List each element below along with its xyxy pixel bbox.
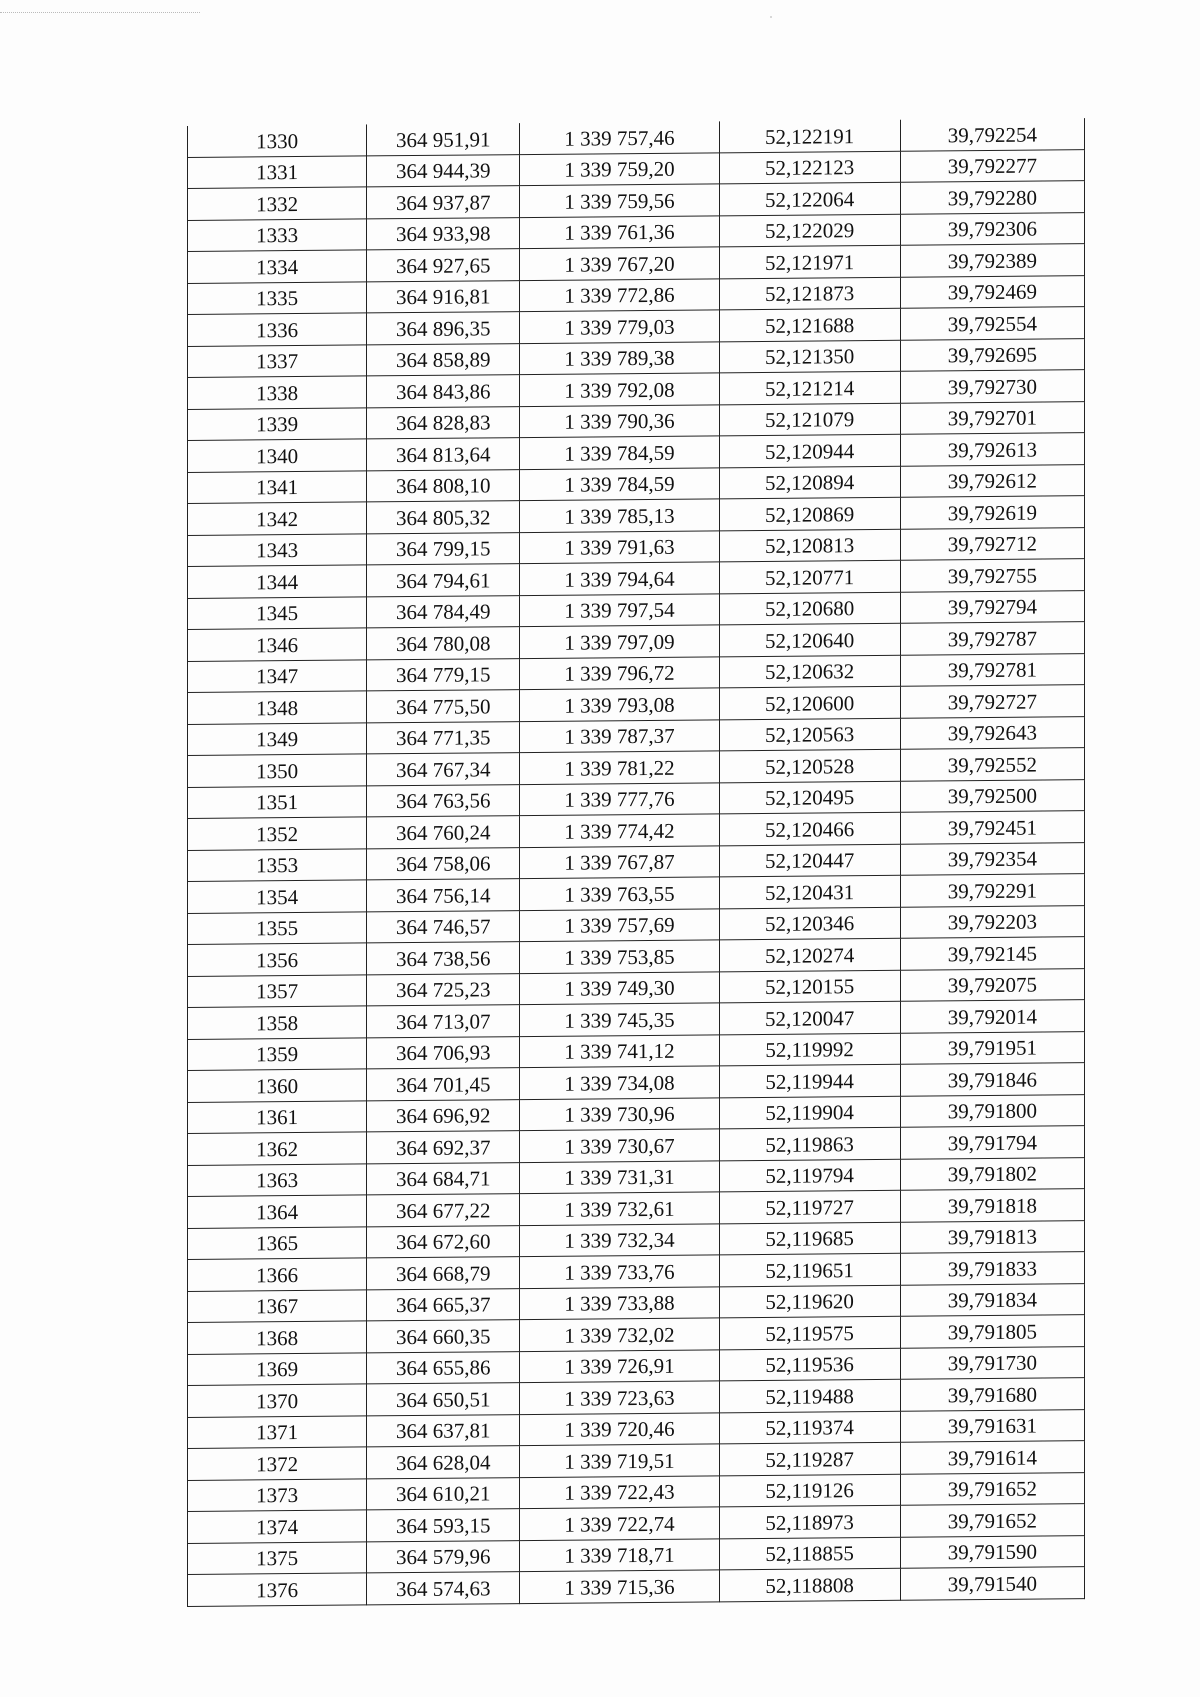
point-number-cell: 1366 <box>188 1258 367 1291</box>
x-coordinate-cell: 364 725,23 <box>367 973 520 1006</box>
longitude-cell: 39,792613 <box>900 433 1084 466</box>
point-number-cell: 1346 <box>188 628 367 661</box>
latitude-cell: 52,119374 <box>719 1411 900 1444</box>
point-number-cell: 1350 <box>188 754 367 787</box>
longitude-cell: 39,791846 <box>900 1063 1084 1096</box>
longitude-cell: 39,792451 <box>900 811 1084 844</box>
y-coordinate-cell: 1 339 722,74 <box>520 1507 719 1540</box>
longitude-cell: 39,792280 <box>900 181 1084 214</box>
y-coordinate-cell: 1 339 793,08 <box>520 688 719 721</box>
point-number-cell: 1356 <box>188 943 367 976</box>
x-coordinate-cell: 364 701,45 <box>367 1068 520 1101</box>
point-number-cell: 1363 <box>188 1163 367 1196</box>
x-coordinate-cell: 364 655,86 <box>367 1351 520 1384</box>
longitude-cell: 39,791813 <box>900 1220 1084 1253</box>
longitude-cell: 39,791680 <box>900 1378 1084 1411</box>
y-coordinate-cell: 1 339 774,42 <box>520 814 719 847</box>
latitude-cell: 52,120431 <box>719 875 900 908</box>
longitude-cell: 39,792619 <box>900 496 1084 529</box>
latitude-cell: 52,120047 <box>719 1001 900 1034</box>
latitude-cell: 52,120466 <box>719 812 900 845</box>
y-coordinate-cell: 1 339 731,31 <box>520 1160 719 1193</box>
y-coordinate-cell: 1 339 777,76 <box>520 782 719 815</box>
point-number-cell: 1347 <box>188 659 367 692</box>
y-coordinate-cell: 1 339 794,64 <box>520 562 719 595</box>
y-coordinate-cell: 1 339 734,08 <box>520 1066 719 1099</box>
point-number-cell: 1373 <box>188 1478 367 1511</box>
longitude-cell: 39,791614 <box>900 1441 1084 1474</box>
point-number-cell: 1334 <box>188 250 367 283</box>
longitude-cell: 39,792075 <box>900 968 1084 1001</box>
y-coordinate-cell: 1 339 749,30 <box>520 971 719 1004</box>
latitude-cell: 52,119794 <box>719 1159 900 1192</box>
longitude-cell: 39,792291 <box>900 874 1084 907</box>
point-number-cell: 1375 <box>188 1541 367 1574</box>
x-coordinate-cell: 364 828,83 <box>367 406 520 439</box>
point-number-cell: 1343 <box>188 533 367 566</box>
point-number-cell: 1368 <box>188 1321 367 1354</box>
point-number-cell: 1349 <box>188 722 367 755</box>
y-coordinate-cell: 1 339 753,85 <box>520 940 719 973</box>
latitude-cell: 52,122191 <box>719 120 900 153</box>
point-number-cell: 1364 <box>188 1195 367 1228</box>
coordinates-table-body <box>188 118 1085 1606</box>
x-coordinate-cell: 364 775,50 <box>367 690 520 723</box>
point-number-cell: 1353 <box>188 848 367 881</box>
point-number-cell: 1337 <box>188 344 367 377</box>
point-number-cell: 1352 <box>188 817 367 850</box>
y-coordinate-cell: 1 339 779,03 <box>520 310 719 343</box>
y-coordinate-cell: 1 339 796,72 <box>520 656 719 689</box>
x-coordinate-cell: 364 808,10 <box>367 469 520 502</box>
x-coordinate-cell: 364 780,08 <box>367 627 520 660</box>
latitude-cell: 52,118973 <box>719 1505 900 1538</box>
x-coordinate-cell: 364 713,07 <box>367 1005 520 1038</box>
x-coordinate-cell: 364 760,24 <box>367 816 520 849</box>
x-coordinate-cell: 364 696,92 <box>367 1099 520 1132</box>
point-number-cell: 1376 <box>188 1573 367 1606</box>
longitude-cell: 39,792554 <box>900 307 1084 340</box>
latitude-cell: 52,119575 <box>719 1316 900 1349</box>
x-coordinate-cell: 364 672,60 <box>367 1225 520 1258</box>
x-coordinate-cell: 364 756,14 <box>367 879 520 912</box>
latitude-cell: 52,120447 <box>719 844 900 877</box>
point-number-cell: 1357 <box>188 974 367 1007</box>
x-coordinate-cell: 364 660,35 <box>367 1320 520 1353</box>
y-coordinate-cell: 1 339 797,09 <box>520 625 719 658</box>
y-coordinate-cell: 1 339 726,91 <box>520 1349 719 1382</box>
point-number-cell: 1354 <box>188 880 367 913</box>
longitude-cell: 39,792612 <box>900 464 1084 497</box>
x-coordinate-cell: 364 805,32 <box>367 501 520 534</box>
longitude-cell: 39,792145 <box>900 937 1084 970</box>
x-coordinate-cell: 364 610,21 <box>367 1477 520 1510</box>
latitude-cell: 52,120640 <box>719 623 900 656</box>
point-number-cell: 1344 <box>188 565 367 598</box>
longitude-cell: 39,791951 <box>900 1031 1084 1064</box>
longitude-cell: 39,791540 <box>900 1567 1084 1600</box>
y-coordinate-cell: 1 339 784,59 <box>520 467 719 500</box>
y-coordinate-cell: 1 339 789,38 <box>520 341 719 374</box>
x-coordinate-cell: 364 843,86 <box>367 375 520 408</box>
longitude-cell: 39,792389 <box>900 244 1084 277</box>
longitude-cell: 39,792781 <box>900 653 1084 686</box>
latitude-cell: 52,119685 <box>719 1222 900 1255</box>
longitude-cell: 39,791802 <box>900 1157 1084 1190</box>
x-coordinate-cell: 364 916,81 <box>367 280 520 313</box>
y-coordinate-cell: 1 339 772,86 <box>520 278 719 311</box>
y-coordinate-cell: 1 339 791,63 <box>520 530 719 563</box>
latitude-cell: 52,120495 <box>719 781 900 814</box>
longitude-cell: 39,791818 <box>900 1189 1084 1222</box>
latitude-cell: 52,120944 <box>719 434 900 467</box>
y-coordinate-cell: 1 339 718,71 <box>520 1538 719 1571</box>
latitude-cell: 52,121873 <box>719 277 900 310</box>
x-coordinate-cell: 364 794,61 <box>367 564 520 597</box>
y-coordinate-cell: 1 339 785,13 <box>520 499 719 532</box>
x-coordinate-cell: 364 579,96 <box>367 1540 520 1573</box>
point-number-cell: 1367 <box>188 1289 367 1322</box>
latitude-cell: 52,119126 <box>719 1474 900 1507</box>
latitude-cell: 52,120869 <box>719 497 900 530</box>
x-coordinate-cell: 364 779,15 <box>367 658 520 691</box>
latitude-cell: 52,120813 <box>719 529 900 562</box>
latitude-cell: 52,120155 <box>719 970 900 1003</box>
longitude-cell: 39,791834 <box>900 1283 1084 1316</box>
x-coordinate-cell: 364 628,04 <box>367 1446 520 1479</box>
x-coordinate-cell: 364 684,71 <box>367 1162 520 1195</box>
x-coordinate-cell: 364 738,56 <box>367 942 520 975</box>
latitude-cell: 52,120680 <box>719 592 900 625</box>
y-coordinate-cell: 1 339 745,35 <box>520 1003 719 1036</box>
y-coordinate-cell: 1 339 761,36 <box>520 215 719 248</box>
longitude-cell: 39,792712 <box>900 527 1084 560</box>
longitude-cell: 39,792306 <box>900 212 1084 245</box>
y-coordinate-cell: 1 339 732,34 <box>520 1223 719 1256</box>
point-number-cell: 1362 <box>188 1132 367 1165</box>
x-coordinate-cell: 364 896,35 <box>367 312 520 345</box>
point-number-cell: 1374 <box>188 1510 367 1543</box>
point-number-cell: 1341 <box>188 470 367 503</box>
y-coordinate-cell: 1 339 732,61 <box>520 1192 719 1225</box>
longitude-cell: 39,792354 <box>900 842 1084 875</box>
point-number-cell: 1358 <box>188 1006 367 1039</box>
x-coordinate-cell: 364 637,81 <box>367 1414 520 1447</box>
point-number-cell: 1333 <box>188 218 367 251</box>
point-number-cell: 1372 <box>188 1447 367 1480</box>
longitude-cell: 39,791730 <box>900 1346 1084 1379</box>
point-number-cell: 1370 <box>188 1384 367 1417</box>
y-coordinate-cell: 1 339 730,96 <box>520 1097 719 1130</box>
y-coordinate-cell: 1 339 733,76 <box>520 1255 719 1288</box>
longitude-cell: 39,791590 <box>900 1535 1084 1568</box>
coordinates-table <box>187 118 1085 1606</box>
x-coordinate-cell: 364 692,37 <box>367 1131 520 1164</box>
longitude-cell: 39,791631 <box>900 1409 1084 1442</box>
y-coordinate-cell: 1 339 792,08 <box>520 373 719 406</box>
x-coordinate-cell: 364 771,35 <box>367 721 520 754</box>
x-coordinate-cell: 364 746,57 <box>367 910 520 943</box>
longitude-cell: 39,792643 <box>900 716 1084 749</box>
y-coordinate-cell: 1 339 733,88 <box>520 1286 719 1319</box>
longitude-cell: 39,792701 <box>900 401 1084 434</box>
point-number-cell: 1361 <box>188 1100 367 1133</box>
point-number-cell: 1360 <box>188 1069 367 1102</box>
x-coordinate-cell: 364 593,15 <box>367 1509 520 1542</box>
y-coordinate-cell: 1 339 767,87 <box>520 845 719 878</box>
point-number-cell: 1371 <box>188 1415 367 1448</box>
scan-artifact-line <box>0 12 200 13</box>
point-number-cell: 1348 <box>188 691 367 724</box>
latitude-cell: 52,122064 <box>719 182 900 215</box>
y-coordinate-cell: 1 339 790,36 <box>520 404 719 437</box>
y-coordinate-cell: 1 339 787,37 <box>520 719 719 752</box>
latitude-cell: 52,120600 <box>719 686 900 719</box>
y-coordinate-cell: 1 339 763,55 <box>520 877 719 910</box>
longitude-cell: 39,792469 <box>900 275 1084 308</box>
point-number-cell: 1332 <box>188 187 367 220</box>
longitude-cell: 39,792727 <box>900 685 1084 718</box>
y-coordinate-cell: 1 339 722,43 <box>520 1475 719 1508</box>
table-row <box>188 1567 1085 1606</box>
latitude-cell: 52,118808 <box>719 1568 900 1601</box>
y-coordinate-cell: 1 339 720,46 <box>520 1412 719 1445</box>
point-number-cell: 1340 <box>188 439 367 472</box>
latitude-cell: 52,119651 <box>719 1253 900 1286</box>
latitude-cell: 52,119904 <box>719 1096 900 1129</box>
x-coordinate-cell: 364 858,89 <box>367 343 520 376</box>
latitude-cell: 52,121971 <box>719 245 900 278</box>
longitude-cell: 39,792552 <box>900 748 1084 781</box>
longitude-cell: 39,792500 <box>900 779 1084 812</box>
point-number-cell: 1331 <box>188 155 367 188</box>
x-coordinate-cell: 364 665,37 <box>367 1288 520 1321</box>
y-coordinate-cell: 1 339 767,20 <box>520 247 719 280</box>
latitude-cell: 52,121688 <box>719 308 900 341</box>
longitude-cell: 39,792730 <box>900 370 1084 403</box>
longitude-cell: 39,791652 <box>900 1504 1084 1537</box>
x-coordinate-cell: 364 763,56 <box>367 784 520 817</box>
latitude-cell: 52,120894 <box>719 466 900 499</box>
x-coordinate-cell: 364 767,34 <box>367 753 520 786</box>
latitude-cell: 52,119944 <box>719 1064 900 1097</box>
point-number-cell: 1351 <box>188 785 367 818</box>
point-number-cell: 1345 <box>188 596 367 629</box>
point-number-cell: 1342 <box>188 502 367 535</box>
longitude-cell: 39,792755 <box>900 559 1084 592</box>
point-number-cell: 1369 <box>188 1352 367 1385</box>
scan-artifact-dot <box>770 16 772 18</box>
x-coordinate-cell: 364 927,65 <box>367 249 520 282</box>
x-coordinate-cell: 364 677,22 <box>367 1194 520 1227</box>
longitude-cell: 39,792695 <box>900 338 1084 371</box>
y-coordinate-cell: 1 339 723,63 <box>520 1381 719 1414</box>
latitude-cell: 52,119992 <box>719 1033 900 1066</box>
latitude-cell: 52,120632 <box>719 655 900 688</box>
y-coordinate-cell: 1 339 784,59 <box>520 436 719 469</box>
point-number-cell: 1355 <box>188 911 367 944</box>
point-number-cell: 1359 <box>188 1037 367 1070</box>
longitude-cell: 39,791794 <box>900 1126 1084 1159</box>
y-coordinate-cell: 1 339 797,54 <box>520 593 719 626</box>
longitude-cell: 39,792794 <box>900 590 1084 623</box>
latitude-cell: 52,120771 <box>719 560 900 593</box>
longitude-cell: 39,792787 <box>900 622 1084 655</box>
latitude-cell: 52,118855 <box>719 1537 900 1570</box>
x-coordinate-cell: 364 951,91 <box>367 123 520 155</box>
x-coordinate-cell: 364 944,39 <box>367 154 520 187</box>
latitude-cell: 52,120528 <box>719 749 900 782</box>
y-coordinate-cell: 1 339 719,51 <box>520 1444 719 1477</box>
x-coordinate-cell: 364 799,15 <box>367 532 520 565</box>
longitude-cell: 39,792254 <box>900 118 1084 151</box>
y-coordinate-cell: 1 339 732,02 <box>520 1318 719 1351</box>
x-coordinate-cell: 364 758,06 <box>367 847 520 880</box>
y-coordinate-cell: 1 339 730,67 <box>520 1129 719 1162</box>
longitude-cell: 39,791652 <box>900 1472 1084 1505</box>
x-coordinate-cell: 364 933,98 <box>367 217 520 250</box>
y-coordinate-cell: 1 339 715,36 <box>520 1570 719 1603</box>
y-coordinate-cell: 1 339 759,56 <box>520 184 719 217</box>
x-coordinate-cell: 364 706,93 <box>367 1036 520 1069</box>
latitude-cell: 52,121350 <box>719 340 900 373</box>
y-coordinate-cell: 1 339 741,12 <box>520 1034 719 1067</box>
latitude-cell: 52,121214 <box>719 371 900 404</box>
y-coordinate-cell: 1 339 757,46 <box>520 121 719 154</box>
latitude-cell: 52,122123 <box>719 151 900 184</box>
latitude-cell: 52,119488 <box>719 1379 900 1412</box>
point-number-cell: 1335 <box>188 281 367 314</box>
latitude-cell: 52,121079 <box>719 403 900 436</box>
longitude-cell: 39,792014 <box>900 1000 1084 1033</box>
point-number-cell: 1338 <box>188 376 367 409</box>
point-number-cell: 1365 <box>188 1226 367 1259</box>
point-number-cell: 1330 <box>188 124 367 157</box>
longitude-cell: 39,791800 <box>900 1094 1084 1127</box>
longitude-cell: 39,792203 <box>900 905 1084 938</box>
longitude-cell: 39,791805 <box>900 1315 1084 1348</box>
latitude-cell: 52,120346 <box>719 907 900 940</box>
latitude-cell: 52,119536 <box>719 1348 900 1381</box>
x-coordinate-cell: 364 784,49 <box>367 595 520 628</box>
latitude-cell: 52,119727 <box>719 1190 900 1223</box>
latitude-cell: 52,120274 <box>719 938 900 971</box>
longitude-cell: 39,792277 <box>900 149 1084 182</box>
x-coordinate-cell: 364 650,51 <box>367 1383 520 1416</box>
point-number-cell: 1336 <box>188 313 367 346</box>
x-coordinate-cell: 364 813,64 <box>367 438 520 471</box>
latitude-cell: 52,119287 <box>719 1442 900 1475</box>
x-coordinate-cell: 364 668,79 <box>367 1257 520 1290</box>
y-coordinate-cell: 1 339 759,20 <box>520 152 719 185</box>
y-coordinate-cell: 1 339 757,69 <box>520 908 719 941</box>
longitude-cell: 39,791833 <box>900 1252 1084 1285</box>
latitude-cell: 52,119863 <box>719 1127 900 1160</box>
point-number-cell: 1339 <box>188 407 367 440</box>
x-coordinate-cell: 364 574,63 <box>367 1572 520 1605</box>
y-coordinate-cell: 1 339 781,22 <box>520 751 719 784</box>
latitude-cell: 52,119620 <box>719 1285 900 1318</box>
latitude-cell: 52,122029 <box>719 214 900 247</box>
x-coordinate-cell: 364 937,87 <box>367 186 520 219</box>
latitude-cell: 52,120563 <box>719 718 900 751</box>
